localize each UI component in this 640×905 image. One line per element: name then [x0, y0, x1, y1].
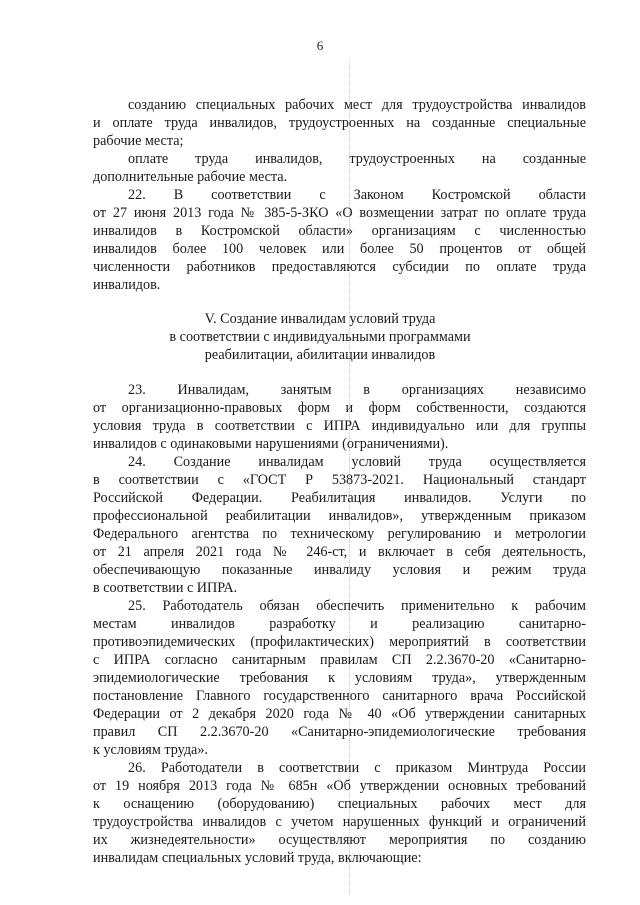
text-line: 24. Создание инвалидам условий труда осуществляется — [128, 454, 586, 470]
text-line: созданию специальных рабочих мест для трудоустройства инвалидов — [128, 97, 586, 113]
text-line: 22. В соответствии с Законом Костромской области — [128, 187, 586, 203]
section-heading: в соответствии с индивидуальными программами — [169, 329, 471, 345]
text-line: инвалидов в Костромской области» организациям с численностью — [93, 223, 586, 239]
page-number: 6 — [316, 38, 324, 53]
text-line: дополнительные рабочие места. — [93, 169, 288, 185]
text-line: местам инвалидов разработку и реализацию санитарно- — [93, 616, 586, 632]
text-line: 25. Работодатель обязан обеспечить применительно к рабочим — [128, 598, 586, 614]
text-line: в соответствии с «ГОСТ Р 53873-2021. Национальный стандарт — [93, 472, 586, 488]
text-line: Федерального агентства по техническому регулированию и метрологии — [93, 526, 586, 542]
text-line: инвалидов. — [93, 277, 161, 293]
text-line: 23. Инвалидам, занятым в организациях независимо — [128, 382, 586, 398]
text-line: 26. Работодатели в соответствии с приказом Минтруда России — [128, 760, 586, 776]
text-line: от 21 апреля 2021 года № 246-ст, и включает в себя деятельность, — [93, 544, 586, 560]
text-line: Российской Федерации. Реабилитация инвалидов. Услуги по — [93, 490, 586, 506]
text-line: трудоустройства инвалидов с учетом нарушенных функций и ограничений — [93, 814, 586, 830]
text-line: противоэпидемических (профилактических) мероприятий в соответствии — [93, 634, 586, 650]
text-line: постановление Главного государственного санитарного врача Российской — [93, 688, 586, 704]
text-line: правил СП 2.2.3670-20 «Санитарно-эпидемиологические требования — [93, 724, 586, 740]
text-line: инвалидам специальных условий труда, включающие: — [93, 850, 422, 866]
text-line: от 19 ноября 2013 года № 685н «Об утверждении основных требований — [93, 778, 586, 794]
text-line: их жизнедеятельности» осуществляют мероприятия по созданию — [93, 832, 586, 848]
text-line: эпидемиологические требования к условиям труда», утвержденным — [93, 670, 586, 686]
text-line: Федерации от 2 декабря 2020 года № 40 «Об утверждении санитарных — [93, 706, 586, 722]
text-line: и оплате труда инвалидов, трудоустроенных на созданные специальные — [93, 115, 586, 131]
text-line: рабочие места; — [93, 133, 184, 149]
text-line: обеспечивающую показанные инвалиду условия и режим труда — [93, 562, 586, 578]
text-line: инвалидов с одинаковыми нарушениями (ограничениями). — [93, 436, 449, 452]
text-line: оплате труда инвалидов, трудоустроенных на созданные — [128, 151, 586, 167]
text-line: инвалидов более 100 человек или более 50 процентов от общей — [93, 241, 586, 257]
text-line: с ИПРА согласно санитарным правилам СП 2.2.3670-20 «Санитарно- — [93, 652, 586, 668]
text-line: к оснащению (оборудованию) специальных рабочих мест для — [93, 796, 586, 812]
text-line: условия труда в соответствии с ИПРА индивидуально или для группы — [93, 418, 586, 434]
section-heading: реабилитации, абилитации инвалидов — [204, 347, 436, 363]
text-line: численности работников предоставляются субсидии по оплате труда — [93, 259, 586, 275]
section-heading: V. Создание инвалидам условий труда — [204, 311, 436, 327]
text-line: от организационно-правовых форм и форм собственности, создаются — [93, 400, 586, 416]
text-line: профессиональной реабилитации инвалидов», утвержденным приказом — [93, 508, 586, 524]
text-line: в соответствии с ИПРА. — [93, 580, 238, 596]
text-line: к условиям труда». — [93, 742, 208, 758]
text-line: от 27 июня 2013 года № 385-5-ЗКО «О возмещении затрат по оплате труда — [93, 205, 586, 221]
